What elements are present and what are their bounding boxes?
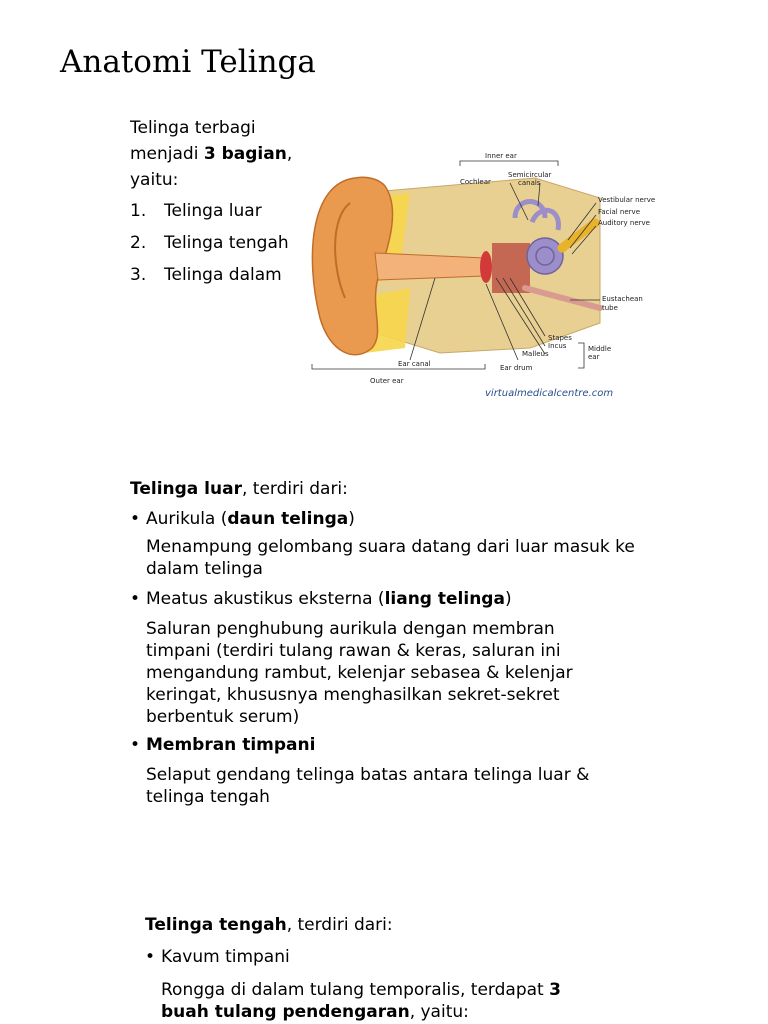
label-canals: canals	[518, 179, 541, 187]
label-outer-ear: Outer ear	[370, 377, 404, 385]
middle-ear-section	[145, 914, 615, 1023]
bullet-icon: •	[130, 589, 141, 609]
label-ear-drum: Ear drum	[500, 364, 533, 372]
item-description: Menampung gelombang suara datang dari luar masuk ke dalam telinga	[146, 537, 635, 579]
label-incus: Incus	[548, 342, 567, 350]
parts-list	[130, 198, 320, 294]
label-semicircular: Semicircular	[508, 171, 552, 179]
list-item: 1. Telinga luar	[130, 201, 262, 221]
section-heading: Telinga tengah, terdiri dari:	[145, 915, 393, 935]
cochlea	[527, 238, 563, 274]
bullet-icon: •	[145, 947, 156, 967]
bullet-icon: •	[130, 735, 141, 755]
label-facial-nerve: Facial nerve	[598, 208, 640, 216]
label-stapes: Stapes	[548, 334, 572, 342]
label-middle: Middle	[588, 345, 612, 353]
label-tube: tube	[602, 304, 618, 312]
outer-ear-section	[130, 478, 650, 808]
label-malleus: Malleus	[522, 350, 549, 358]
ear-anatomy-illustration	[300, 148, 668, 406]
ear-canal	[375, 253, 485, 280]
section-heading: Telinga luar, terdiri dari:	[130, 479, 348, 499]
label-ear-canal: Ear canal	[398, 360, 431, 368]
figure-watermark: virtualmedicalcentre.com	[485, 388, 614, 399]
list-item: • Membran timpani	[130, 735, 316, 755]
list-item: 3. Telinga dalam	[130, 265, 282, 285]
page-title: Anatomi Telinga	[60, 44, 316, 80]
list-item: 2. Telinga tengah	[130, 233, 289, 253]
bullet-icon: •	[130, 509, 141, 529]
ear-drum	[480, 251, 492, 283]
list-item: • Aurikula (daun telinga)	[130, 509, 355, 529]
item-description: Saluran penghubung aurikula dengan membran timpani (terdiri tulang rawan & keras, saluran ini mengandung rambut, kelenjar sebasea & kelenjar keringat, khususnya menghasilkan sekret-sekret berbentuk serum)	[146, 619, 573, 727]
list-item: • Kavum timpani	[145, 947, 290, 967]
label-ear: ear	[588, 353, 600, 361]
item-description: Selaput gendang telinga batas antara telinga luar & telinga tengah	[146, 765, 590, 807]
label-vestibular-nerve: Vestibular nerve	[598, 196, 656, 204]
label-eustachean: Eustachean	[602, 295, 643, 303]
intro-text: Telinga terbagi menjadi 3 bagian, yaitu:	[130, 118, 293, 190]
item-description: Rongga di dalam tulang temporalis, terdapat 3 buah tulang pendengaran, yaitu:	[161, 980, 561, 1022]
label-auditory-nerve: Auditory nerve	[598, 219, 650, 227]
label-inner-ear: Inner ear	[485, 152, 517, 160]
label-cochlear: Cochlear	[460, 178, 491, 186]
list-item: • Meatus akustikus eksterna (liang telinga)	[130, 589, 512, 609]
